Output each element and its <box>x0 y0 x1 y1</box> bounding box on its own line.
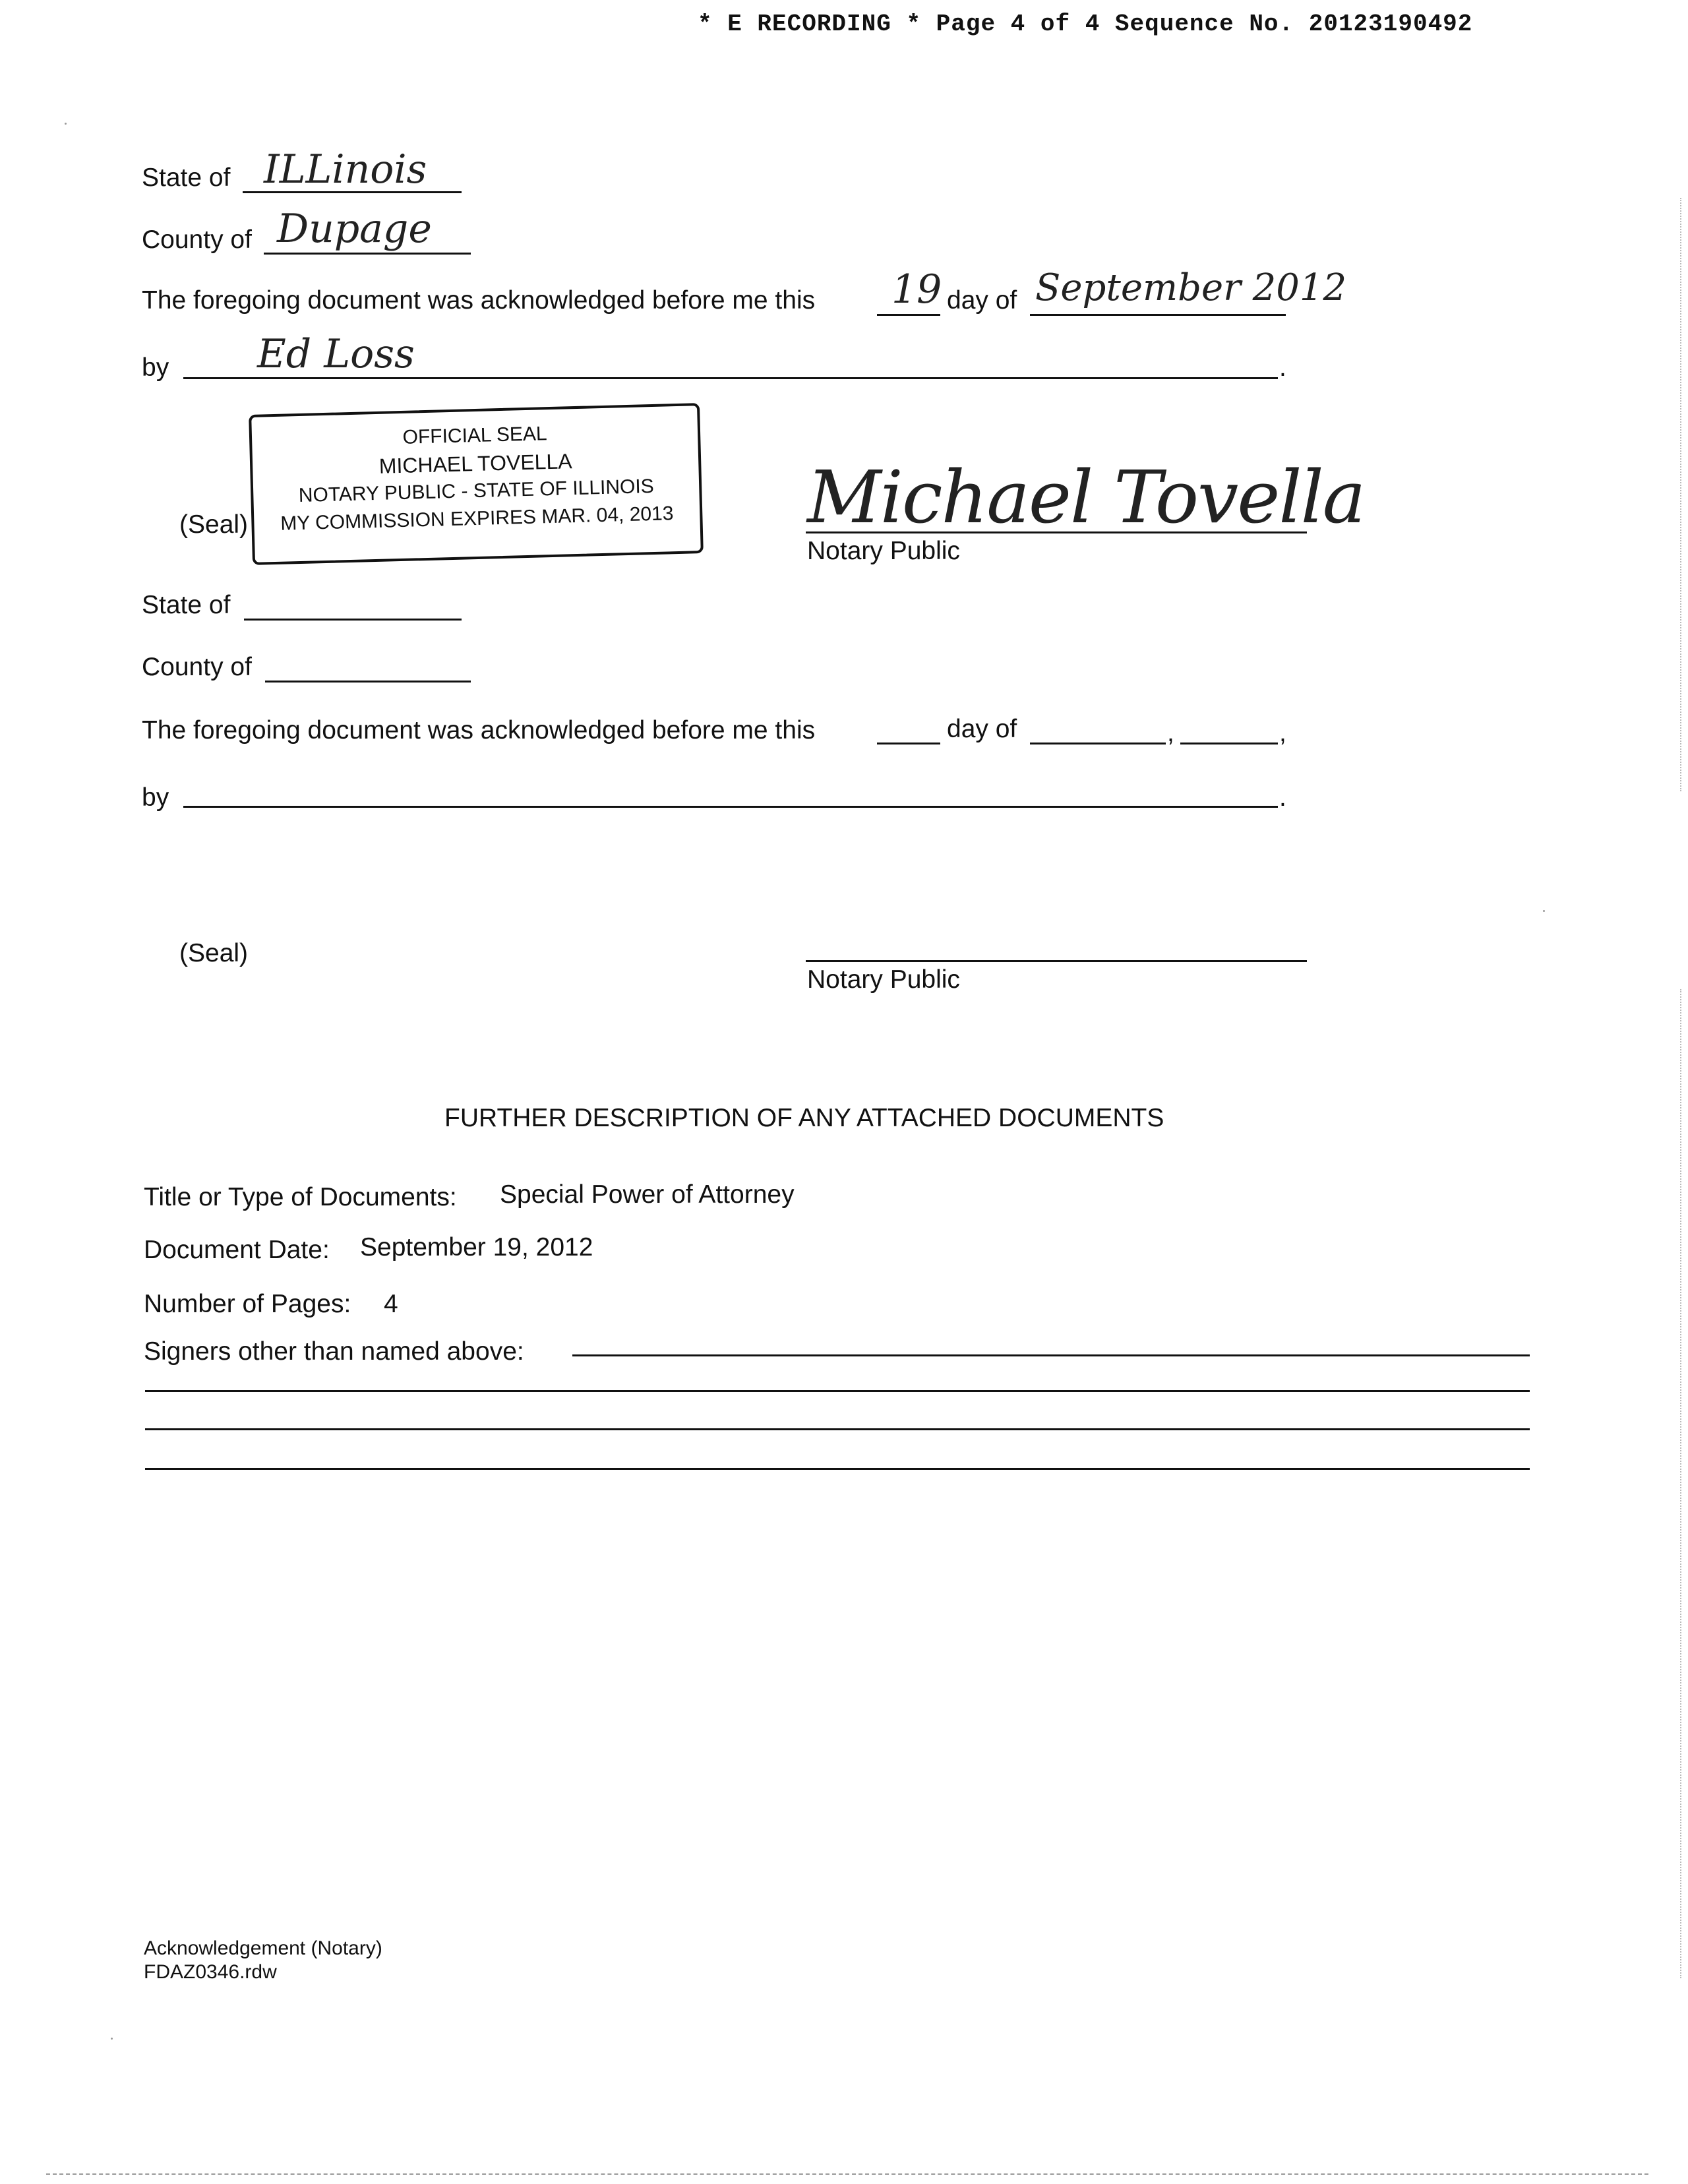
period: . <box>1279 353 1286 382</box>
pages-value: 4 <box>384 1290 398 1318</box>
by-value: Ed Loss <box>257 331 415 377</box>
form-file: FDAZ0346.rdw <box>144 1961 277 1983</box>
county-label: County of <box>142 226 252 254</box>
title-value: Special Power of Attorney <box>500 1180 795 1209</box>
notary-public-label-2: Notary Public <box>807 965 960 994</box>
scan-bottom-edge <box>46 2173 1648 2175</box>
state-value: ILLinois <box>264 146 427 193</box>
scan-speck <box>65 123 67 125</box>
signers-line-2 <box>145 1390 1530 1392</box>
scan-speck <box>1543 910 1545 912</box>
month-underline <box>1030 314 1286 316</box>
scan-speck <box>111 2038 113 2040</box>
pages-label: Number of Pages: <box>144 1290 351 1318</box>
signers-label: Signers other than named above: <box>144 1337 524 1366</box>
notary-public-label: Notary Public <box>807 537 960 565</box>
year-underline-2 <box>1180 743 1278 744</box>
period-2: . <box>1279 783 1286 812</box>
month-year-value: September 2012 <box>1035 266 1347 309</box>
county-underline-2 <box>265 681 471 682</box>
title-label: Title or Type of Documents: <box>144 1183 457 1211</box>
by-underline-2 <box>183 806 1278 808</box>
signers-line-1 <box>572 1354 1530 1356</box>
official-seal-stamp <box>249 403 704 565</box>
state-label-2: State of <box>142 591 231 619</box>
day-of-label: day of <box>947 286 1017 315</box>
scan-edge-marks <box>1676 989 1681 1978</box>
signature-line-2 <box>806 960 1307 962</box>
day-underline <box>877 314 940 316</box>
signers-line-3 <box>145 1428 1530 1430</box>
further-heading: FURTHER DESCRIPTION OF ANY ATTACHED DOCUMENTS <box>444 1104 1164 1132</box>
state-label: State of <box>142 164 231 192</box>
county-label-2: County of <box>142 653 252 681</box>
day-of-label-2: day of <box>947 715 1017 743</box>
form-name: Acknowledgement (Notary) <box>144 1937 382 1959</box>
state-underline-2 <box>244 619 462 621</box>
seal-label-2: (Seal) <box>179 939 249 967</box>
seal-line-2: MICHAEL TOVELLA <box>378 449 573 478</box>
acknowledged-label: The foregoing document was acknowledged before me this <box>142 286 816 315</box>
date-label: Document Date: <box>144 1236 330 1264</box>
date-value: September 19, 2012 <box>360 1233 593 1261</box>
by-label-2: by <box>142 783 169 812</box>
seal-label: (Seal) <box>179 510 249 539</box>
seal-line-4: MY COMMISSION EXPIRES MAR. 04, 2013 <box>280 502 674 535</box>
acknowledged-label-2: The foregoing document was acknowledged before me this <box>142 716 816 744</box>
scan-edge-marks <box>1676 198 1681 791</box>
county-value: Dupage <box>277 206 432 252</box>
seal-line-1: OFFICIAL SEAL <box>402 423 547 448</box>
comma: , <box>1167 719 1174 747</box>
day-underline-2 <box>877 743 940 744</box>
seal-line-3: NOTARY PUBLIC - STATE OF ILLINOIS <box>298 475 655 507</box>
county-underline <box>264 253 471 255</box>
signature-line-1 <box>806 531 1307 533</box>
recording-header: * E RECORDING * Page 4 of 4 Sequence No. 20123190492 <box>698 11 1473 38</box>
month-underline-2 <box>1030 743 1166 744</box>
notary-signature: Michael Tovella <box>807 455 1365 539</box>
comma-2: , <box>1279 719 1286 747</box>
by-label: by <box>142 353 169 382</box>
by-underline <box>183 377 1278 379</box>
signers-line-4 <box>145 1468 1530 1470</box>
day-value: 19 <box>891 266 942 313</box>
